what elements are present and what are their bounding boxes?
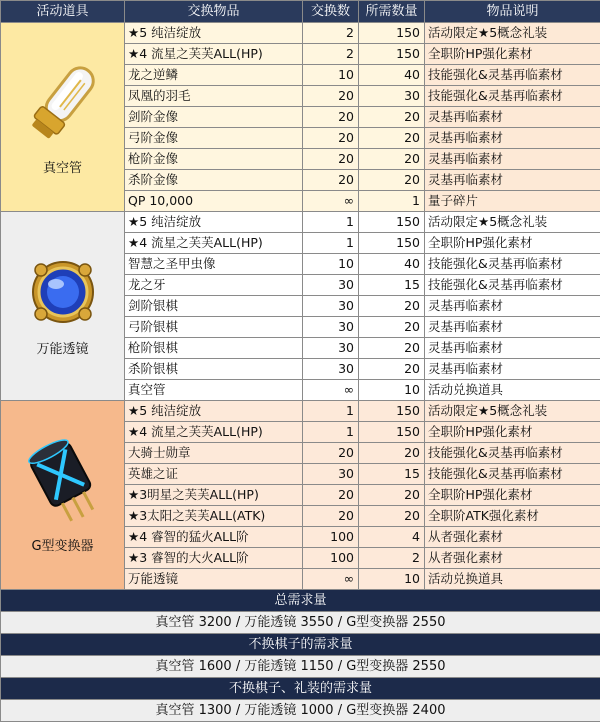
exchange-rate: 30 <box>303 338 359 359</box>
event-item-cell <box>1 23 125 212</box>
required-quantity: 20 <box>359 296 425 317</box>
header-item: 活动道具 <box>1 1 125 23</box>
lens-icon <box>1 252 124 332</box>
item-description: 技能强化&灵基再临素材 <box>425 254 600 275</box>
required-quantity: 150 <box>359 401 425 422</box>
exchange-item-name: ★4 流星之芙芙ALL(HP) <box>125 44 303 65</box>
item-description: 灵基再临素材 <box>425 170 600 191</box>
required-quantity: 20 <box>359 359 425 380</box>
exchange-rate: 2 <box>303 44 359 65</box>
exchange-rate: 20 <box>303 443 359 464</box>
exchange-item-name: 智慧之圣甲虫像 <box>125 254 303 275</box>
exchange-rate: 30 <box>303 275 359 296</box>
exchange-rate: 30 <box>303 296 359 317</box>
required-quantity: 20 <box>359 506 425 527</box>
summary-label: 不换棋子、礼装的需求量 <box>1 678 600 700</box>
exchange-rate: 30 <box>303 464 359 485</box>
item-description: 灵基再临素材 <box>425 317 600 338</box>
required-quantity: 150 <box>359 23 425 44</box>
table-row <box>1 401 600 422</box>
required-quantity: 4 <box>359 527 425 548</box>
summary-value: 真空管 1600 / 万能透镜 1150 / G型变换器 2550 <box>1 656 600 678</box>
event-item-cell <box>1 401 125 590</box>
item-description: 灵基再临素材 <box>425 359 600 380</box>
item-description: 灵基再临素材 <box>425 149 600 170</box>
exchange-item-name: ★3明星之芙芙ALL(HP) <box>125 485 303 506</box>
item-description: 技能强化&灵基再临素材 <box>425 464 600 485</box>
required-quantity: 15 <box>359 275 425 296</box>
required-quantity: 20 <box>359 149 425 170</box>
exchange-item-name: 龙之牙 <box>125 275 303 296</box>
exchange-rate: 1 <box>303 422 359 443</box>
exchange-rate: 20 <box>303 170 359 191</box>
exchange-item-name: 杀阶金像 <box>125 170 303 191</box>
required-quantity: 40 <box>359 65 425 86</box>
required-quantity: 150 <box>359 212 425 233</box>
summary-value-row <box>1 656 600 678</box>
exchange-item-name: 英雄之证 <box>125 464 303 485</box>
summary-label: 不换棋子的需求量 <box>1 634 600 656</box>
exchange-item-name: ★5 纯洁绽放 <box>125 212 303 233</box>
item-description: 活动兑换道具 <box>425 380 600 401</box>
exchange-item-name: ★5 纯洁绽放 <box>125 23 303 44</box>
item-description: 活动限定★5概念礼装 <box>425 23 600 44</box>
summary-label: 总需求量 <box>1 590 600 612</box>
exchange-item-name: 枪阶金像 <box>125 149 303 170</box>
required-quantity: 20 <box>359 443 425 464</box>
table-row <box>1 23 600 44</box>
exchange-item-name: 凤凰的羽毛 <box>125 86 303 107</box>
exchange-item-name: 枪阶银棋 <box>125 338 303 359</box>
event-item-cell <box>1 212 125 401</box>
exchange-item-name: 真空管 <box>125 380 303 401</box>
summary-header-row <box>1 634 600 656</box>
exchange-item-name: 剑阶银棋 <box>125 296 303 317</box>
summary-value: 真空管 3200 / 万能透镜 3550 / G型变换器 2550 <box>1 612 600 634</box>
summary-value: 真空管 1300 / 万能透镜 1000 / G型变换器 2400 <box>1 700 600 722</box>
exchange-rate: 20 <box>303 86 359 107</box>
header-exchange-item: 交换物品 <box>125 1 303 23</box>
exchange-item-name: ★4 睿智的猛火ALL阶 <box>125 527 303 548</box>
summary-header-row <box>1 590 600 612</box>
exchange-rate: 1 <box>303 233 359 254</box>
item-description: 从者强化素材 <box>425 527 600 548</box>
header-rate: 交换数 <box>303 1 359 23</box>
exchange-rate: ∞ <box>303 191 359 212</box>
exchange-rate: 2 <box>303 23 359 44</box>
item-description: 技能强化&灵基再临素材 <box>425 65 600 86</box>
item-description: 活动限定★5概念礼装 <box>425 401 600 422</box>
required-quantity: 20 <box>359 170 425 191</box>
exchange-item-name: 万能透镜 <box>125 569 303 590</box>
exchange-item-name: ★3太阳之芙芙ALL(ATK) <box>125 506 303 527</box>
g-converter-icon <box>1 434 124 529</box>
required-quantity: 10 <box>359 380 425 401</box>
item-description: 活动限定★5概念礼装 <box>425 212 600 233</box>
event-item-name: 万能透镜 <box>1 340 124 360</box>
exchange-rate: 20 <box>303 485 359 506</box>
item-description: 技能强化&灵基再临素材 <box>425 275 600 296</box>
header-row <box>1 1 600 23</box>
required-quantity: 15 <box>359 464 425 485</box>
required-quantity: 20 <box>359 317 425 338</box>
summary-header-row <box>1 678 600 700</box>
item-description: 全职阶HP强化素材 <box>425 233 600 254</box>
required-quantity: 10 <box>359 569 425 590</box>
item-description: 从者强化素材 <box>425 548 600 569</box>
item-description: 灵基再临素材 <box>425 296 600 317</box>
summary-value-row <box>1 612 600 634</box>
exchange-item-name: 大骑士勋章 <box>125 443 303 464</box>
required-quantity: 20 <box>359 107 425 128</box>
required-quantity: 150 <box>359 422 425 443</box>
required-quantity: 20 <box>359 485 425 506</box>
item-description: 全职阶ATK强化素材 <box>425 506 600 527</box>
exchange-rate: 30 <box>303 359 359 380</box>
item-description: 量子碎片 <box>425 191 600 212</box>
exchange-item-name: ★3 睿智的大火ALL阶 <box>125 548 303 569</box>
exchange-rate: 100 <box>303 548 359 569</box>
exchange-rate: 10 <box>303 254 359 275</box>
exchange-item-name: ★5 纯洁绽放 <box>125 401 303 422</box>
item-description: 全职阶HP强化素材 <box>425 44 600 65</box>
item-description: 灵基再临素材 <box>425 128 600 149</box>
required-quantity: 40 <box>359 254 425 275</box>
exchange-item-name: ★4 流星之芙芙ALL(HP) <box>125 233 303 254</box>
required-quantity: 20 <box>359 338 425 359</box>
exchange-rate: ∞ <box>303 380 359 401</box>
table-row <box>1 212 600 233</box>
required-quantity: 2 <box>359 548 425 569</box>
required-quantity: 30 <box>359 86 425 107</box>
exchange-rate: 20 <box>303 107 359 128</box>
exchange-item-name: 龙之逆鳞 <box>125 65 303 86</box>
event-item-name: G型变换器 <box>1 537 124 557</box>
item-description: 全职阶HP强化素材 <box>425 485 600 506</box>
item-description: 灵基再临素材 <box>425 107 600 128</box>
exchange-rate: 100 <box>303 527 359 548</box>
exchange-rate: 1 <box>303 401 359 422</box>
vacuum-tube-icon <box>1 56 124 151</box>
exchange-rate: 20 <box>303 149 359 170</box>
item-description: 技能强化&灵基再临素材 <box>425 443 600 464</box>
exchange-item-name: ★4 流星之芙芙ALL(HP) <box>125 422 303 443</box>
required-quantity: 20 <box>359 128 425 149</box>
exchange-rate: 20 <box>303 128 359 149</box>
required-quantity: 150 <box>359 44 425 65</box>
exchange-rate: 20 <box>303 506 359 527</box>
item-description: 灵基再临素材 <box>425 338 600 359</box>
exchange-rate: 10 <box>303 65 359 86</box>
exchange-item-name: 弓阶金像 <box>125 128 303 149</box>
exchange-item-name: 杀阶银棋 <box>125 359 303 380</box>
item-description: 活动兑换道具 <box>425 569 600 590</box>
exchange-rate: ∞ <box>303 569 359 590</box>
header-quantity: 所需数量 <box>359 1 425 23</box>
exchange-rate: 1 <box>303 212 359 233</box>
required-quantity: 150 <box>359 233 425 254</box>
exchange-item-name: 弓阶银棋 <box>125 317 303 338</box>
header-description: 物品说明 <box>425 1 600 23</box>
exchange-rate: 30 <box>303 317 359 338</box>
item-description: 全职阶HP强化素材 <box>425 422 600 443</box>
required-quantity: 1 <box>359 191 425 212</box>
exchange-item-name: 剑阶金像 <box>125 107 303 128</box>
event-item-name: 真空管 <box>1 159 124 179</box>
exchange-item-name: QP 10,000 <box>125 191 303 212</box>
item-description: 技能强化&灵基再临素材 <box>425 86 600 107</box>
